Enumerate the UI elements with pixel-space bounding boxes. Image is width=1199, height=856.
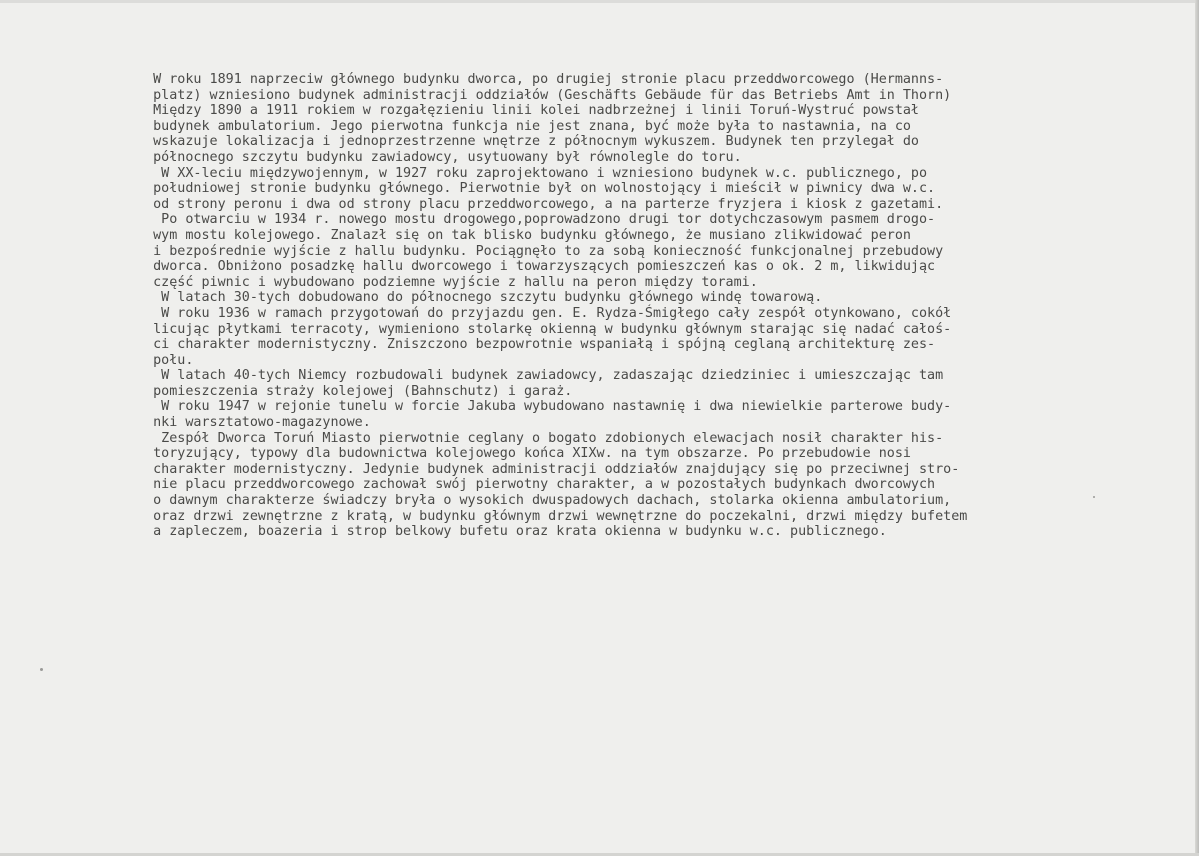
text-line: W XX-leciu międzywojennym, w 1927 roku zaprojektowano i wzniesiono budynek w.c. publicznego, po xyxy=(137,165,928,181)
text-line: Po otwarciu w 1934 r. nowego mostu drogowego,poprowadzono drugi tor dotychczasowym pasmem drogo- xyxy=(137,212,936,228)
text-line: toryzujący, typowy dla budownictwa kolejowego końca XIXw. na tym obszarze. Po przebudowie nosi xyxy=(137,446,911,462)
text-line: Między 1890 a 1911 rokiem w rozgałęzieniu linii kolei nadbrzeżnej i linii Toruń-Wystruć powstał xyxy=(137,103,919,119)
text-line: oraz drzwi zewnętrzne z kratą, w budynku głównym drzwi wewnętrzne do poczekalni, drzwi między bufetem xyxy=(137,508,968,524)
text-line: Zespół Dworca Toruń Miasto pierwotnie ceglany o bogato zdobionych elewacjach nosił charakter his- xyxy=(137,430,944,446)
text-line: W latach 40-tych Niemcy rozbudowali budynek zawiadowcy, zadaszając dziedziniec i umieszczając tam xyxy=(137,368,944,384)
text-line: ci charakter modernistyczny. Zniszczono bezpowrotnie wspaniałą i spójną ceglaną architekturę zes- xyxy=(137,337,936,353)
text-line: o dawnym charakterze świadczy bryła o wysokich dwuspadowych dachach, stolarka okienna ambulatorium, xyxy=(137,493,952,509)
text-line: nki warsztatowo-magazynowe. xyxy=(137,415,371,431)
text-line: platz) wzniesiono budynek administracji oddziałów (Geschäfts Gebäude für das Betriebs Amt in Thorn) xyxy=(137,87,952,103)
typewritten-text-block xyxy=(137,72,1147,540)
text-line: dworca. Obniżono posadzkę hallu dworcowego i towarzyszących pomieszczeń kas o ok. 2 m, likwidując xyxy=(137,259,936,275)
text-line: połu. xyxy=(137,352,194,368)
text-line: budynek ambulatorium. Jego pierwotna funkcja nie jest znana, być może była to nastawnia, na co xyxy=(137,118,911,134)
text-line: W roku 1947 w rejonie tunelu w forcie Jakuba wybudowano nastawnię i dwa niewielkie parterowe budy- xyxy=(137,399,952,415)
text-line: od strony peronu i dwa od strony placu przeddworcowego, a na parterze fryzjera i kiosk z gazetami. xyxy=(137,196,944,212)
text-line: charakter modernistyczny. Jedynie budynek administracji oddziałów znajdujący się po przeciwnej stro- xyxy=(137,461,960,477)
text-line: W latach 30-tych dobudowano do północnego szczytu budynku głównego windę towarową. xyxy=(137,290,823,306)
text-line: część piwnic i wybudowano podziemne wyjście z hallu na peron między torami. xyxy=(137,274,758,290)
text-line: nie placu przeddworcowego zachował swój pierwotny charakter, a w pozostałych budynkach dworcowych xyxy=(137,477,936,493)
text-line: licując płytkami terracoty, wymieniono stolarkę okienną w budynku głównym starając się nadać całoś- xyxy=(137,321,952,337)
paper-right-edge xyxy=(1195,0,1199,856)
text-line: północnego szczytu budynku zawiadowcy, usytuowany był równolegle do toru. xyxy=(137,149,742,165)
text-line: a zapleczem, boazeria i strop belkowy bufetu oraz krata okienna w budynku w.c. publicznego. xyxy=(137,524,887,540)
text-line: W roku 1891 naprzeciw głównego budynku dworca, po drugiej stronie placu przeddworcowego (Hermanns- xyxy=(137,72,944,87)
text-line: wym mostu kolejowego. Znalazł się on tak blisko budynku głównego, że musiano zlikwidować peron xyxy=(137,227,911,243)
text-line: i bezpośrednie wyjście z hallu budynku. Pociągnęło to za sobą konieczność funkcjonalnej przebudowy xyxy=(137,243,944,259)
text-line: pomieszczenia straży kolejowej (Bahnschutz) i garaż. xyxy=(137,383,573,399)
text-line: wskazuje lokalizacja i jednoprzestrzenne wnętrze z północnym wykuszem. Budynek ten przylegał do xyxy=(137,134,919,150)
text-line: południowej stronie budynku głównego. Pierwotnie był on wolnostojący i mieścił w piwnicy dwa w.c. xyxy=(137,181,936,197)
paper-speck xyxy=(40,668,43,671)
text-line: W roku 1936 w ramach przygotowań do przyjazdu gen. E. Rydza-Śmigłego cały zespół otynkowano, cokół xyxy=(137,305,952,321)
paper-top-edge xyxy=(0,0,1199,3)
